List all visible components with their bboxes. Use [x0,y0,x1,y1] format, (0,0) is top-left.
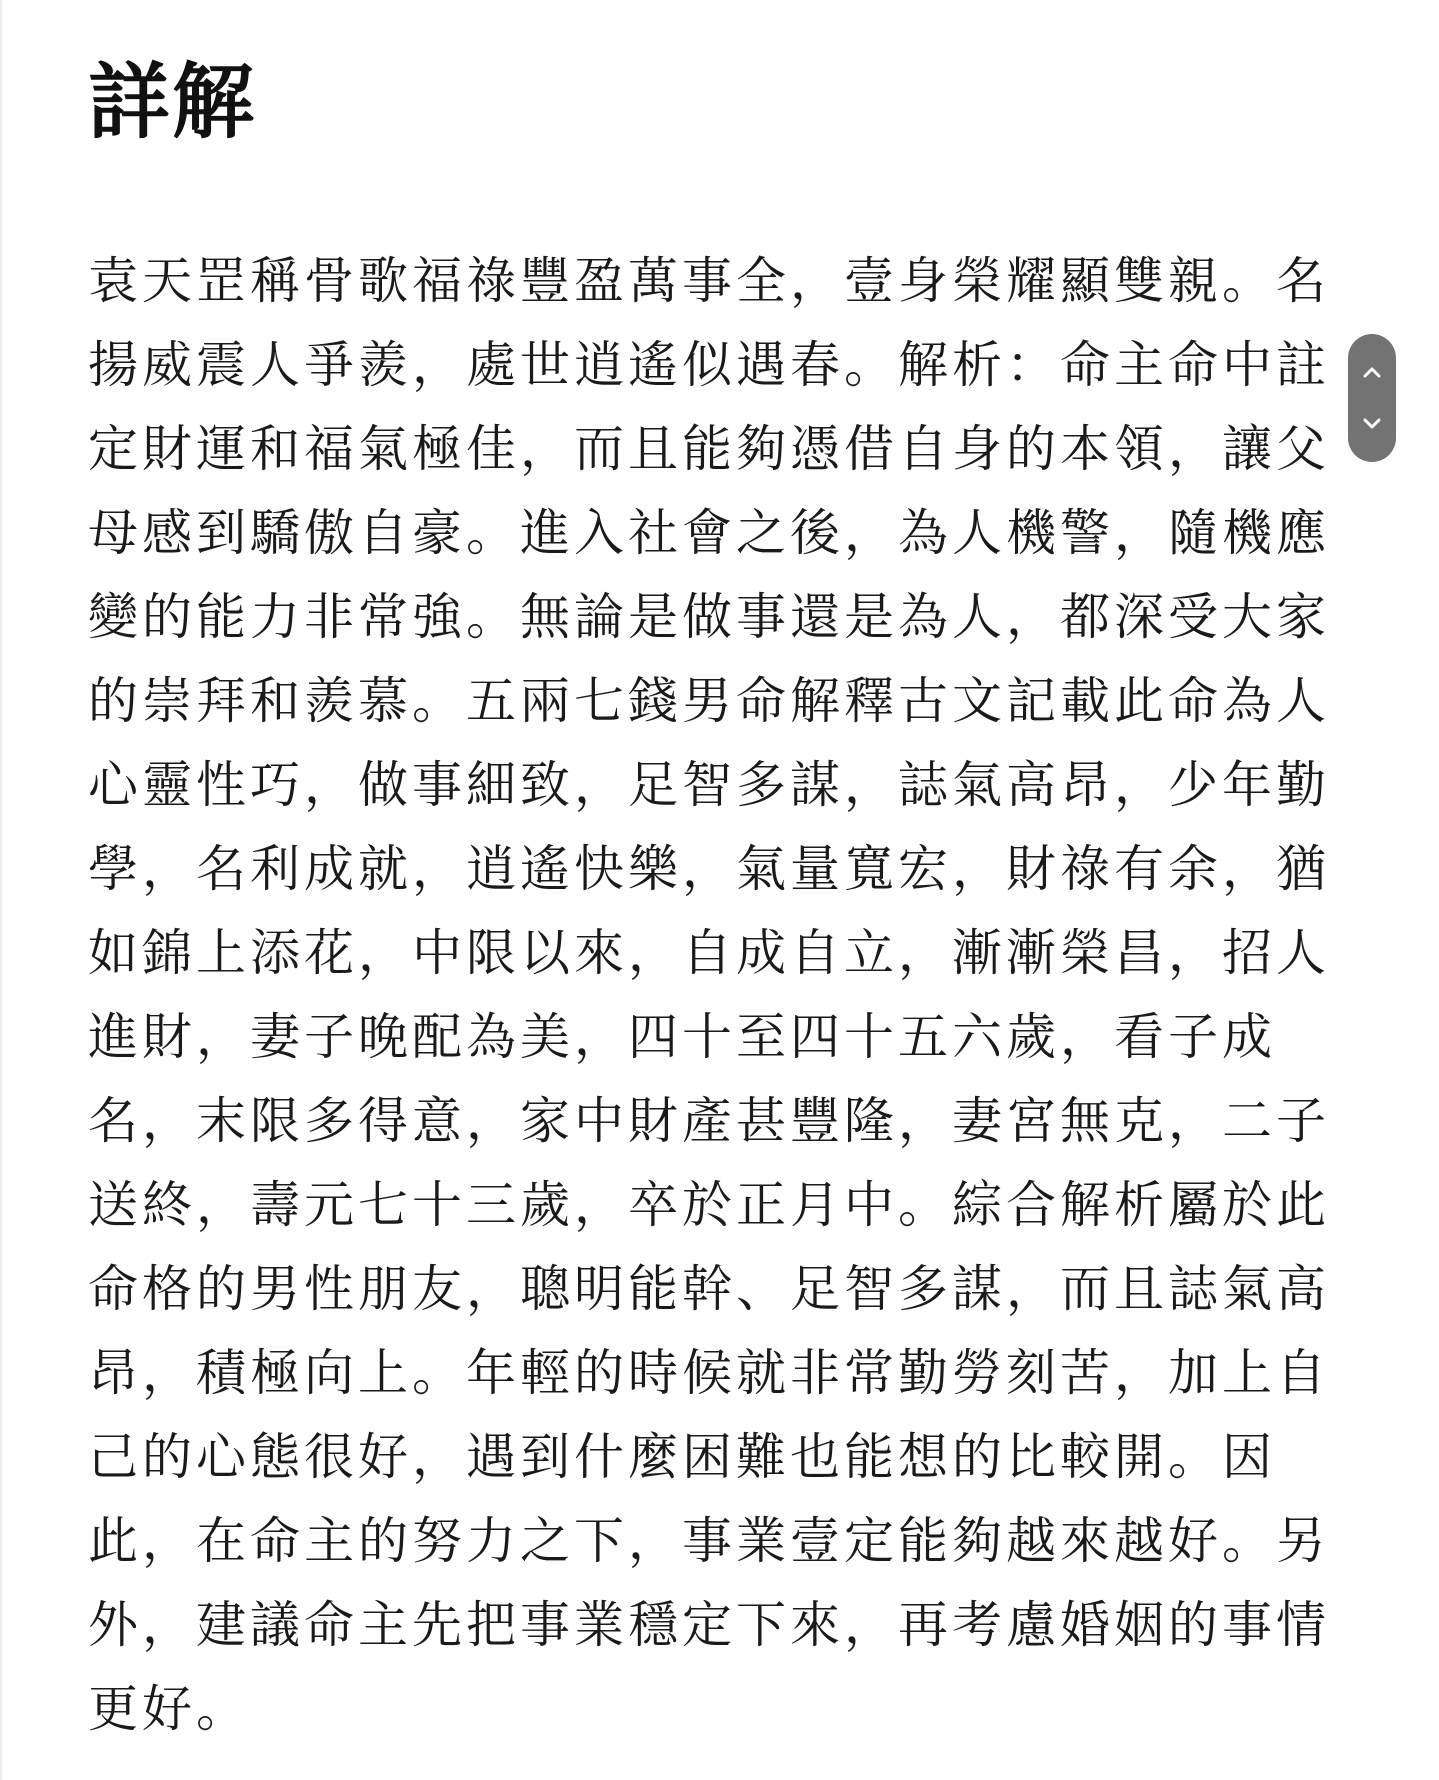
article-line: 此，在命主的努力之下，事業壹定能夠越來越好。另 [88,1512,1330,1570]
page-title: 詳解 [88,55,257,150]
article-line: 的崇拜和羨慕。五兩七錢男命解釋古文記載此命為人 [88,672,1330,730]
chevron-down-icon [1359,411,1385,437]
chevron-up-icon [1359,359,1385,385]
article-line: 昂，積極向上。年輕的時候就非常勤勞刻苦，加上自 [88,1344,1330,1402]
article-line: 名，末限多得意，家中財產甚豐隆，妻宮無克，二子 [88,1092,1330,1150]
article-line: 袁天罡稱骨歌福祿豐盈萬事全，壹身榮耀顯雙親。名 [88,252,1330,310]
article-line: 變的能力非常強。無論是做事還是為人，都深受大家 [88,588,1330,646]
article-line: 命格的男性朋友，聰明能幹、足智多謀，而且誌氣高 [88,1260,1330,1318]
article-body [88,239,1358,1751]
article-line: 母感到驕傲自豪。進入社會之後，為人機警，隨機應 [88,504,1330,562]
article-line: 己的心態很好，遇到什麼困難也能想的比較開。因 [88,1428,1276,1486]
article-line: 更好。 [88,1680,250,1738]
article-line: 進財，妻子晚配為美，四十至四十五六歲，看子成 [88,1008,1276,1066]
article-line: 揚威震人爭羨，處世逍遙似遇春。解析：命主命中註 [88,336,1330,394]
article-line: 送終，壽元七十三歲，卒於正月中。綜合解析屬於此 [88,1176,1330,1234]
article-line: 定財運和福氣極佳，而且能夠憑借自身的本領，讓父 [88,420,1330,478]
scroll-down-button[interactable] [1348,400,1396,448]
page-left-border [0,0,2,1780]
article-line: 外，建議命主先把事業穩定下來，再考慮婚姻的事情 [88,1596,1330,1654]
article-line: 心靈性巧，做事細致，足智多謀，誌氣高昂，少年勤 [88,756,1330,814]
scroll-control[interactable] [1348,334,1396,462]
article-line: 如錦上添花，中限以來，自成自立，漸漸榮昌，招人 [88,924,1330,982]
scroll-up-button[interactable] [1348,348,1396,396]
article-line: 學，名利成就，逍遙快樂，氣量寬宏，財祿有余，猶 [88,840,1330,898]
